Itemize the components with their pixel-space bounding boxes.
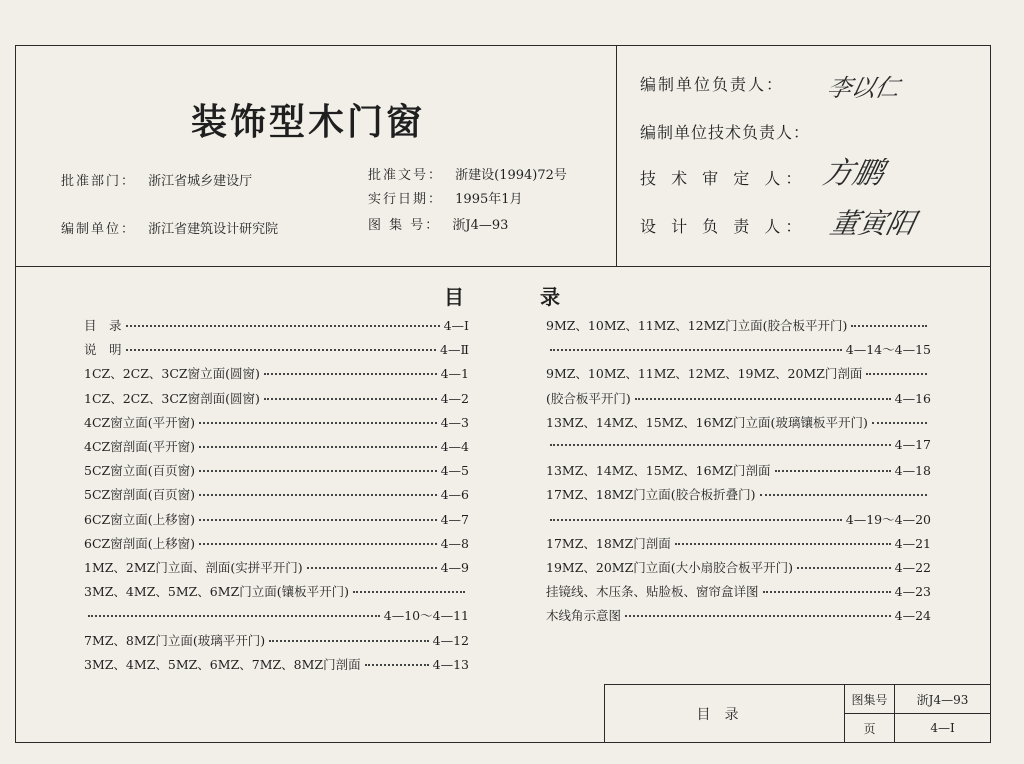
- toc-entry: [84, 510, 469, 528]
- toc-leader-dots: [625, 607, 891, 617]
- toc-entry-page: 4—17: [894, 437, 931, 452]
- toc-entry-label: (胶合板平开门): [546, 390, 631, 406]
- toc-entry: [546, 461, 931, 479]
- resp-reviewer: 技 术 审 定 人：: [640, 169, 807, 188]
- toc-entry-page: 4—3: [440, 414, 469, 430]
- toc-entry-label: 说 明: [84, 342, 122, 358]
- toc-entry-page: 4—18: [894, 463, 931, 479]
- toc-entry-label: 1CZ、2CZ、3CZ窗立面(圆窗): [84, 366, 260, 382]
- toc-leader-dots: [126, 317, 440, 327]
- toc-leader-dots: [264, 390, 437, 400]
- toc-entry-page: 4—7: [440, 511, 469, 527]
- toc-leader-dots: [264, 365, 437, 375]
- toc-leader-dots: [872, 414, 927, 424]
- toc-entry: [84, 606, 469, 624]
- toc-entry: [84, 534, 469, 552]
- toc-entry: [546, 437, 931, 452]
- toc-leader-dots: [126, 341, 437, 351]
- toc-entry: [84, 413, 469, 431]
- effective-date: 实行日期： 1995年1月: [368, 192, 523, 207]
- resp-unit-head: 编制单位负责人：: [640, 75, 785, 94]
- toc-entry-label: 19MZ、20MZ门立面(大小扇胶合板平开门): [546, 560, 794, 575]
- toc-leader-dots: [763, 583, 891, 593]
- toc-leader-dots: [199, 438, 437, 448]
- toc-leader-dots: [269, 632, 429, 642]
- toc-entry-label: 9MZ、10MZ、11MZ、12MZ门立面(胶合板平开门): [546, 318, 848, 333]
- toc-entry: [84, 485, 469, 503]
- toc-entry: [546, 558, 931, 576]
- toc-entry-label: 4CZ窗剖面(平开窗): [84, 439, 195, 454]
- toc-entry-label: 挂镜线、木压条、贴脸板、窗帘盒详图: [546, 584, 759, 600]
- toc-leader-dots: [88, 607, 380, 617]
- toc-entry-label: 17MZ、18MZ门立面(胶合板折叠门): [546, 487, 756, 503]
- toc-entry: [546, 316, 931, 334]
- toc-title-b: 录: [540, 285, 560, 309]
- drawing-sheet: [15, 45, 991, 743]
- toc-entry-page: 4—1: [440, 366, 469, 382]
- toc-entry: [84, 631, 469, 649]
- footer-atlas-value: 浙J4—93: [895, 685, 990, 714]
- footer-grid: [845, 685, 990, 742]
- atlas-number: 图 集 号： 浙J4—93: [368, 218, 509, 233]
- toc-entry: [84, 437, 469, 455]
- toc-entry-page: 4—19～4—20: [845, 511, 931, 527]
- toc-entry-page: 4—24: [894, 608, 931, 624]
- toc-entry: [546, 485, 931, 503]
- toc-entry: [84, 316, 469, 334]
- toc-entry: [546, 510, 931, 528]
- toc-leader-dots: [199, 414, 437, 424]
- toc-entry-page: 4—9: [440, 560, 469, 575]
- toc-entry: [546, 582, 931, 600]
- signature-1: 李以仁: [824, 74, 903, 102]
- toc-right-column: [546, 316, 931, 636]
- toc-entry-page: 4—4: [440, 439, 469, 454]
- toc-entry-page: 4—Ⅰ: [443, 318, 469, 333]
- toc-entry: [546, 413, 931, 431]
- toc-leader-dots: [199, 511, 437, 521]
- footer-page-label: 页: [845, 714, 895, 742]
- title-divider: [616, 46, 617, 266]
- toc-entry-page: 4—2: [440, 390, 469, 406]
- signature-2: 方鹏: [819, 156, 887, 191]
- toc-leader-dots: [199, 462, 437, 472]
- toc-entry: [84, 655, 469, 673]
- toc-entry: [84, 558, 469, 576]
- toc-leader-dots: [866, 365, 927, 375]
- toc-entry-page: 4—8: [440, 535, 469, 551]
- toc-entry: [84, 461, 469, 479]
- footer-atlas-label: 图集号: [845, 685, 895, 714]
- toc-entry-label: 1MZ、2MZ门立面、剖面(实拼平开门): [84, 560, 303, 575]
- toc-leader-dots: [760, 486, 927, 496]
- toc-entry-page: 4—22: [894, 560, 931, 575]
- approve-doc: 批准文号： 浙建设(1994)72号: [368, 168, 567, 183]
- toc-leader-dots: [199, 535, 437, 545]
- toc-entry-page: 4—23: [894, 584, 931, 600]
- toc-leader-dots: [550, 436, 891, 446]
- approve-dept: 批准部门： 浙江省城乡建设厅: [61, 174, 253, 189]
- toc-entry: [84, 582, 469, 600]
- toc-entry-label: 木线角示意图: [546, 608, 622, 624]
- toc-entry-label: 目 录: [84, 318, 122, 333]
- toc-entry-label: 13MZ、14MZ、15MZ、16MZ门立面(玻璃镶板平开门): [546, 414, 868, 430]
- toc-entry-label: 3MZ、4MZ、5MZ、6MZ、7MZ、8MZ门剖面: [84, 656, 361, 672]
- toc-entry: [546, 606, 931, 624]
- toc-leader-dots: [851, 317, 927, 327]
- compiler: 编制单位： 浙江省建筑设计研究院: [61, 222, 279, 237]
- toc-entry-page: 4—6: [440, 487, 469, 503]
- toc-entry-page: 4—14～4—15: [845, 342, 931, 358]
- toc-leader-dots: [353, 583, 465, 593]
- toc-entry-label: 5CZ窗立面(百页窗): [84, 463, 195, 479]
- toc-entry: [84, 364, 469, 382]
- toc-leader-dots: [550, 511, 842, 521]
- toc-entry: [546, 340, 931, 358]
- toc-leader-dots: [675, 535, 891, 545]
- toc-entry-label: 6CZ窗剖面(上移窗): [84, 535, 195, 551]
- toc-entry-label: 9MZ、10MZ、11MZ、12MZ、19MZ、20MZ门剖面: [546, 366, 863, 382]
- toc-entry-page: 4—16: [894, 390, 931, 406]
- toc-entry: [84, 389, 469, 407]
- toc-leader-dots: [199, 486, 437, 496]
- toc-entry: [84, 340, 469, 358]
- toc-entry-page: 4—12: [432, 632, 469, 648]
- toc-entry-label: 4CZ窗立面(平开窗): [84, 414, 195, 430]
- toc-entry: [546, 364, 931, 382]
- toc-entry-label: 1CZ、2CZ、3CZ窗剖面(圆窗): [84, 390, 260, 406]
- signature-3: 董寅阳: [827, 207, 919, 240]
- toc-leader-dots: [550, 341, 842, 351]
- footer-page-value: 4—Ⅰ: [930, 721, 955, 735]
- toc-entry-label: 7MZ、8MZ门立面(玻璃平开门): [84, 632, 266, 648]
- toc-left-column: [84, 316, 469, 686]
- toc-title-a: 目: [444, 285, 464, 309]
- footer-name: 目录: [605, 685, 845, 742]
- toc-entry: [546, 534, 931, 552]
- resp-tech-head: 编制单位技术负责人：: [640, 123, 811, 142]
- toc-entry-label: 5CZ窗剖面(百页窗): [84, 487, 195, 503]
- toc-entry-label: 6CZ窗立面(上移窗): [84, 511, 195, 527]
- toc-leader-dots: [775, 462, 891, 472]
- footer-title-block: [604, 684, 990, 742]
- toc-entry-page: 4—Ⅱ: [440, 342, 469, 358]
- toc-leader-dots: [365, 656, 429, 666]
- toc-leader-dots: [307, 559, 437, 569]
- toc-entry-label: 3MZ、4MZ、5MZ、6MZ门立面(镶板平开门): [84, 584, 350, 600]
- toc-entry: [546, 389, 931, 407]
- toc-entry-page: 4—10～4—11: [383, 608, 469, 624]
- toc-leader-dots: [797, 559, 891, 569]
- toc-entry-label: 17MZ、18MZ门剖面: [546, 535, 671, 551]
- toc-leader-dots: [635, 390, 891, 400]
- title-block: [16, 46, 990, 267]
- toc-entry-label: 13MZ、14MZ、15MZ、16MZ门剖面: [546, 463, 771, 479]
- resp-design-lead: 设 计 负 责 人：: [640, 217, 807, 236]
- toc-entry-page: 4—21: [894, 535, 931, 551]
- page-title: 装饰型木门窗: [191, 102, 426, 143]
- toc-entry-page: 4—13: [432, 656, 469, 672]
- toc-entry-page: 4—5: [440, 463, 469, 479]
